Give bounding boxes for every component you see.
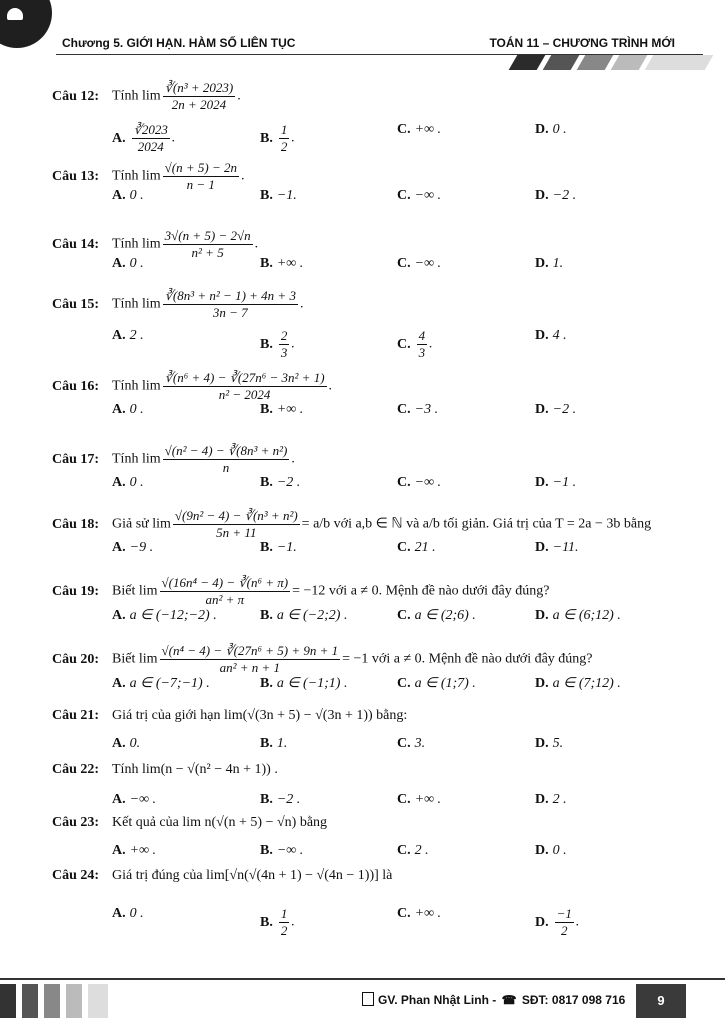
- answer-option[interactable]: [112, 188, 144, 204]
- answer-letter: D.: [535, 188, 549, 203]
- fraction-denominator: 2: [561, 923, 568, 938]
- answer-option[interactable]: [260, 675, 347, 692]
- answer-letter: B.: [260, 402, 273, 417]
- answer-letter: A.: [112, 736, 126, 751]
- question-fraction: [173, 508, 300, 541]
- question-text: Tính lim: [112, 296, 161, 312]
- fraction-denominator: 2n + 2024: [171, 97, 227, 112]
- answer-letter: C.: [397, 122, 411, 137]
- fraction-numerator: −1: [556, 906, 572, 921]
- question-label: Câu 18:: [52, 516, 100, 532]
- question-text: Kết quả của lim n(√(n + 5) − √n) bằng: [112, 815, 328, 830]
- question-label: Câu 15:: [52, 296, 100, 312]
- answer-letter: D.: [535, 475, 549, 490]
- answer-text: .: [429, 336, 433, 352]
- answer-text: 2 .: [552, 792, 567, 807]
- question-text: Giá trị đúng của lim[√n(√(4n + 1) − √(4n − 1))] là: [112, 868, 393, 883]
- question-fraction: [163, 80, 236, 113]
- answer-option[interactable]: [397, 328, 433, 361]
- answer-text: −2 .: [276, 475, 301, 490]
- fraction-numerator: ∛(8n³ + n² − 1) + 4n + 3: [164, 288, 296, 303]
- answer-option[interactable]: [112, 792, 156, 808]
- question-stem: [52, 643, 593, 676]
- answer-text: +∞ .: [414, 792, 442, 807]
- answer-option[interactable]: [112, 906, 144, 922]
- answer-fraction: [417, 328, 428, 361]
- answer-letter: A.: [112, 676, 126, 691]
- fraction-numerator: ∛2023: [133, 122, 168, 137]
- fraction-numerator: 4: [418, 328, 426, 343]
- question-stem: [52, 370, 332, 403]
- answer-text: .: [291, 914, 295, 930]
- answer-fraction: [279, 906, 290, 939]
- question-stem: [52, 288, 303, 321]
- answer-text: −11.: [552, 540, 579, 555]
- footer-author: GV. Phan Nhật Linh - ☎ SĐT: 0817 098 716: [362, 992, 625, 1007]
- answer-letter: A.: [112, 328, 126, 343]
- answer-option[interactable]: [260, 906, 295, 939]
- answer-text: −2 .: [552, 188, 577, 203]
- answer-option[interactable]: [260, 402, 303, 418]
- answer-text: a ∈ (−12;−2) .: [129, 608, 217, 623]
- answer-option[interactable]: [535, 792, 567, 808]
- answer-letter: C.: [397, 402, 411, 417]
- answer-text: −∞ .: [414, 256, 442, 271]
- answer-text: −1 .: [552, 475, 577, 490]
- answer-letter: B.: [260, 792, 273, 807]
- answer-text: .: [291, 336, 295, 352]
- answer-option[interactable]: [397, 736, 425, 752]
- fraction-denominator: n − 1: [186, 177, 215, 192]
- question-text-tail: .: [299, 296, 304, 312]
- answer-option[interactable]: [112, 122, 175, 155]
- answer-text: +∞ .: [276, 402, 304, 417]
- answer-text: −1.: [276, 188, 297, 203]
- author-name: GV. Phan Nhật Linh: [378, 993, 489, 1007]
- question-text: Giá trị của giới hạn lim(√(3n + 5) − √(3n + 1)) bằng:: [112, 708, 408, 723]
- question-stem: [52, 508, 651, 541]
- answer-option[interactable]: [397, 402, 438, 418]
- question-stem: [52, 815, 327, 831]
- fraction-numerator: √(16n⁴ − 4) − ∛(n⁶ + π): [161, 575, 289, 590]
- fraction-numerator: √(9n² − 4) − ∛(n³ + n²): [174, 508, 298, 523]
- answer-option[interactable]: [535, 843, 567, 859]
- answer-text: +∞ .: [129, 843, 157, 858]
- question-text-tail: .: [237, 88, 241, 104]
- answer-option[interactable]: [260, 188, 297, 204]
- answer-text: 5.: [552, 736, 564, 751]
- answer-text: .: [291, 130, 295, 146]
- fraction-denominator: 3: [418, 345, 426, 360]
- fraction-numerator: 1: [280, 122, 288, 137]
- answer-letter: B.: [260, 736, 273, 751]
- fraction-denominator: n: [222, 460, 230, 475]
- page-number: 9: [636, 984, 686, 1018]
- question-text: Tính lim: [112, 451, 161, 467]
- question-stem: [52, 443, 295, 476]
- answer-option[interactable]: [260, 475, 300, 491]
- answer-letter: A.: [112, 906, 126, 921]
- answer-option[interactable]: [112, 675, 210, 692]
- answer-option[interactable]: [397, 843, 429, 859]
- answer-option[interactable]: [112, 256, 144, 272]
- answer-option[interactable]: [112, 328, 144, 344]
- answer-text: 1.: [552, 256, 564, 271]
- question-text: Tính lim: [112, 236, 161, 252]
- answer-text: a ∈ (6;12) .: [552, 608, 621, 623]
- answer-option[interactable]: [260, 736, 287, 752]
- answer-text: 0 .: [129, 402, 144, 417]
- answer-letter: D.: [535, 736, 549, 751]
- question-stem: [52, 762, 278, 778]
- answer-option[interactable]: [260, 607, 347, 624]
- answer-text: a ∈ (−2;2) .: [276, 608, 348, 623]
- question-stem: [52, 228, 258, 261]
- fraction-numerator: 3√(n + 5) − 2√n: [164, 228, 251, 243]
- question-text-tail: .: [291, 451, 295, 467]
- answer-text: a ∈ (−1;1) .: [276, 676, 348, 691]
- fraction-denominator: n² − 2024: [218, 387, 271, 402]
- answer-letter: B.: [260, 188, 273, 203]
- chapter-title: Chương 5. GIỚI HẠN. HÀM SỐ LIÊN TỤC: [62, 36, 296, 50]
- answer-option[interactable]: [397, 188, 441, 204]
- answer-letter: C.: [397, 475, 411, 490]
- answer-option[interactable]: [535, 607, 621, 624]
- answer-letter: B.: [260, 676, 273, 691]
- answer-option[interactable]: [397, 475, 441, 491]
- answer-text: 0 .: [552, 122, 567, 137]
- answer-letter: D.: [535, 843, 549, 858]
- logo-mark-icon: [7, 8, 23, 20]
- answer-letter: D.: [535, 122, 549, 137]
- fraction-denominator: n² + 5: [191, 245, 224, 260]
- header-logo: [0, 0, 52, 48]
- fraction-numerator: √(n + 5) − 2n: [164, 160, 237, 175]
- fraction-denominator: 5n + 11: [216, 525, 257, 540]
- answer-letter: D.: [535, 328, 549, 343]
- fraction-numerator: 1: [280, 906, 288, 921]
- answer-letter: A.: [112, 540, 126, 555]
- answer-text: −9 .: [129, 540, 154, 555]
- answer-text: −∞ .: [414, 188, 442, 203]
- author-phone: SĐT: 0817 098 716: [521, 993, 626, 1007]
- answer-letter: B.: [260, 914, 273, 930]
- answer-fraction: [132, 122, 170, 155]
- answer-letter: A.: [112, 608, 126, 623]
- answer-fraction: [279, 122, 290, 155]
- answer-letter: A.: [112, 843, 126, 858]
- document-icon: [362, 992, 374, 1006]
- question-label: Câu 22:: [52, 762, 100, 777]
- answer-text: 0.: [129, 736, 141, 751]
- answer-text: 2 .: [414, 843, 429, 858]
- answer-text: a ∈ (7;12) .: [552, 676, 621, 691]
- answer-option[interactable]: [112, 607, 217, 624]
- answer-letter: D.: [535, 792, 549, 807]
- answer-letter: B.: [260, 256, 273, 271]
- question-text: Giả sử lim: [112, 516, 171, 532]
- question-text: Biết lim: [112, 583, 158, 599]
- answer-letter: A.: [112, 792, 126, 807]
- answer-text: +∞ .: [414, 122, 442, 137]
- answer-option[interactable]: [397, 122, 441, 138]
- answer-text: 3.: [414, 736, 426, 751]
- fraction-numerator: √(n⁴ − 4) − ∛(27n⁶ + 5) + 9n + 1: [161, 643, 339, 658]
- answer-letter: A.: [112, 130, 126, 146]
- answer-text: 2 .: [129, 328, 144, 343]
- question-text-tail: = −12 với a ≠ 0. Mệnh đề nào dưới đây đúng?: [292, 583, 550, 599]
- question-text: Tính lim: [112, 88, 161, 104]
- answer-text: −2 .: [552, 402, 577, 417]
- question-label: Câu 20:: [52, 651, 100, 667]
- fraction-denominator: 2024: [137, 139, 164, 154]
- answer-text: −∞ .: [129, 792, 157, 807]
- question-text-tail: = a/b với a,b ∈ ℕ và a/b tối giản. Giá trị của T = 2a − 3b bằng: [301, 516, 652, 532]
- question-label: Câu 17:: [52, 451, 100, 467]
- answer-letter: C.: [397, 906, 411, 921]
- answer-letter: B.: [260, 336, 273, 352]
- course-title: TOÁN 11 – CHƯƠNG TRÌNH MỚI: [489, 36, 675, 50]
- question-label: Câu 19:: [52, 583, 100, 599]
- answer-letter: B.: [260, 475, 273, 490]
- answer-option[interactable]: [535, 736, 563, 752]
- question-fraction: [163, 228, 253, 261]
- answer-letter: C.: [397, 188, 411, 203]
- answer-option[interactable]: [535, 906, 579, 939]
- answer-letter: A.: [112, 475, 126, 490]
- answer-letter: C.: [397, 792, 411, 807]
- fraction-denominator: 3n − 7: [212, 305, 248, 320]
- question-label: Câu 12:: [52, 88, 100, 104]
- question-text-tail: .: [254, 236, 259, 252]
- question-label: Câu 16:: [52, 378, 100, 394]
- answer-option[interactable]: [535, 328, 567, 344]
- answer-letter: B.: [260, 540, 273, 555]
- answer-option[interactable]: [260, 792, 300, 808]
- phone-icon: ☎: [501, 993, 517, 1007]
- header-stripes: [503, 55, 703, 70]
- answer-option[interactable]: [397, 256, 441, 272]
- question-fraction: [163, 288, 298, 321]
- fraction-denominator: 3: [280, 345, 288, 360]
- answer-option[interactable]: [535, 256, 563, 272]
- answer-option[interactable]: [112, 402, 144, 418]
- answer-letter: A.: [112, 402, 126, 417]
- answer-text: 0 .: [129, 188, 144, 203]
- question-text: Tính lim: [112, 168, 161, 184]
- answer-letter: C.: [397, 336, 411, 352]
- fraction-denominator: 2: [280, 139, 288, 154]
- answer-text: 1.: [276, 736, 288, 751]
- question-label: Câu 23:: [52, 815, 100, 830]
- answer-option[interactable]: [112, 475, 144, 491]
- answer-fraction: [279, 328, 290, 361]
- answer-letter: D.: [535, 402, 549, 417]
- answer-option[interactable]: [535, 540, 579, 556]
- answer-option[interactable]: [112, 843, 156, 859]
- fraction-numerator: 2: [280, 328, 288, 343]
- question-stem: [52, 80, 241, 113]
- answer-text: .: [575, 914, 580, 930]
- answer-option[interactable]: [535, 122, 567, 138]
- answer-option[interactable]: [397, 540, 436, 556]
- question-fraction: [163, 370, 327, 403]
- answer-letter: C.: [397, 736, 411, 751]
- answer-option[interactable]: [260, 256, 303, 272]
- question-text: Tính lim(n − √(n² − 4n + 1)) .: [112, 762, 278, 777]
- answer-option[interactable]: [535, 675, 621, 692]
- question-fraction: [163, 443, 290, 476]
- question-text: Tính lim: [112, 378, 161, 394]
- question-text-tail: .: [240, 168, 245, 184]
- footer-rule: [0, 978, 725, 980]
- answer-text: 0 .: [129, 475, 144, 490]
- answer-text: −1.: [276, 540, 297, 555]
- answer-letter: D.: [535, 914, 549, 930]
- answer-letter: C.: [397, 540, 411, 555]
- question-text: Biết lim: [112, 651, 158, 667]
- answer-option[interactable]: [535, 188, 576, 204]
- answer-letter: D.: [535, 676, 549, 691]
- question-label: Câu 14:: [52, 236, 100, 252]
- question-label: Câu 21:: [52, 708, 100, 723]
- answer-option[interactable]: [260, 843, 303, 859]
- answer-option[interactable]: [260, 122, 295, 155]
- answer-text: +∞ .: [414, 906, 442, 921]
- question-fraction: [160, 643, 341, 676]
- question-text-tail: .: [328, 378, 333, 394]
- answer-option[interactable]: [397, 792, 441, 808]
- answer-text: +∞ .: [276, 256, 304, 271]
- answer-option[interactable]: [397, 675, 476, 692]
- answer-text: −3 .: [414, 402, 439, 417]
- answer-text: a ∈ (1;7) .: [414, 676, 476, 691]
- answer-letter: C.: [397, 843, 411, 858]
- answer-text: −∞ .: [414, 475, 442, 490]
- answer-option[interactable]: [397, 607, 476, 624]
- fraction-numerator: ∛(n³ + 2023): [164, 80, 234, 95]
- answer-letter: C.: [397, 608, 411, 623]
- answer-letter: A.: [112, 256, 126, 271]
- answer-option[interactable]: [260, 540, 297, 556]
- fraction-denominator: an² + π: [205, 592, 245, 607]
- answer-fraction: [555, 906, 574, 939]
- question-stem: [52, 868, 392, 884]
- answer-letter: B.: [260, 130, 273, 146]
- answer-text: a ∈ (−7;−1) .: [129, 676, 210, 691]
- question-fraction: [163, 160, 239, 193]
- answer-letter: D.: [535, 256, 549, 271]
- question-text-tail: = −1 với a ≠ 0. Mệnh đề nào dưới đây đúng?: [342, 651, 593, 667]
- answer-option[interactable]: [535, 402, 576, 418]
- fraction-numerator: ∛(n⁶ + 4) − ∛(27n⁶ − 3n² + 1): [164, 370, 325, 385]
- answer-text: 4 .: [552, 328, 567, 343]
- answer-option[interactable]: [112, 540, 153, 556]
- question-stem: [52, 708, 407, 724]
- answer-letter: B.: [260, 843, 273, 858]
- fraction-denominator: 2: [280, 923, 288, 938]
- answer-option[interactable]: [535, 475, 576, 491]
- answer-option[interactable]: [112, 736, 140, 752]
- answer-letter: B.: [260, 608, 273, 623]
- answer-text: .: [171, 130, 176, 146]
- question-fraction: [160, 575, 291, 608]
- answer-letter: C.: [397, 676, 411, 691]
- answer-text: 0 .: [129, 906, 144, 921]
- question-label: Câu 13:: [52, 168, 100, 184]
- fraction-numerator: √(n² − 4) − ∛(8n³ + n²): [164, 443, 288, 458]
- answer-text: 0 .: [129, 256, 144, 271]
- answer-text: −2 .: [276, 792, 301, 807]
- answer-option[interactable]: [260, 328, 295, 361]
- question-stem: [52, 160, 244, 193]
- answer-option[interactable]: [397, 906, 441, 922]
- question-label: Câu 24:: [52, 868, 100, 883]
- answer-text: 21 .: [414, 540, 436, 555]
- question-stem: [52, 575, 550, 608]
- answer-text: a ∈ (2;6) .: [414, 608, 476, 623]
- answer-letter: A.: [112, 188, 126, 203]
- answer-letter: C.: [397, 256, 411, 271]
- fraction-denominator: an² + n + 1: [219, 660, 281, 675]
- answer-letter: D.: [535, 540, 549, 555]
- answer-text: −∞ .: [276, 843, 304, 858]
- answer-text: 0 .: [552, 843, 567, 858]
- answer-letter: D.: [535, 608, 549, 623]
